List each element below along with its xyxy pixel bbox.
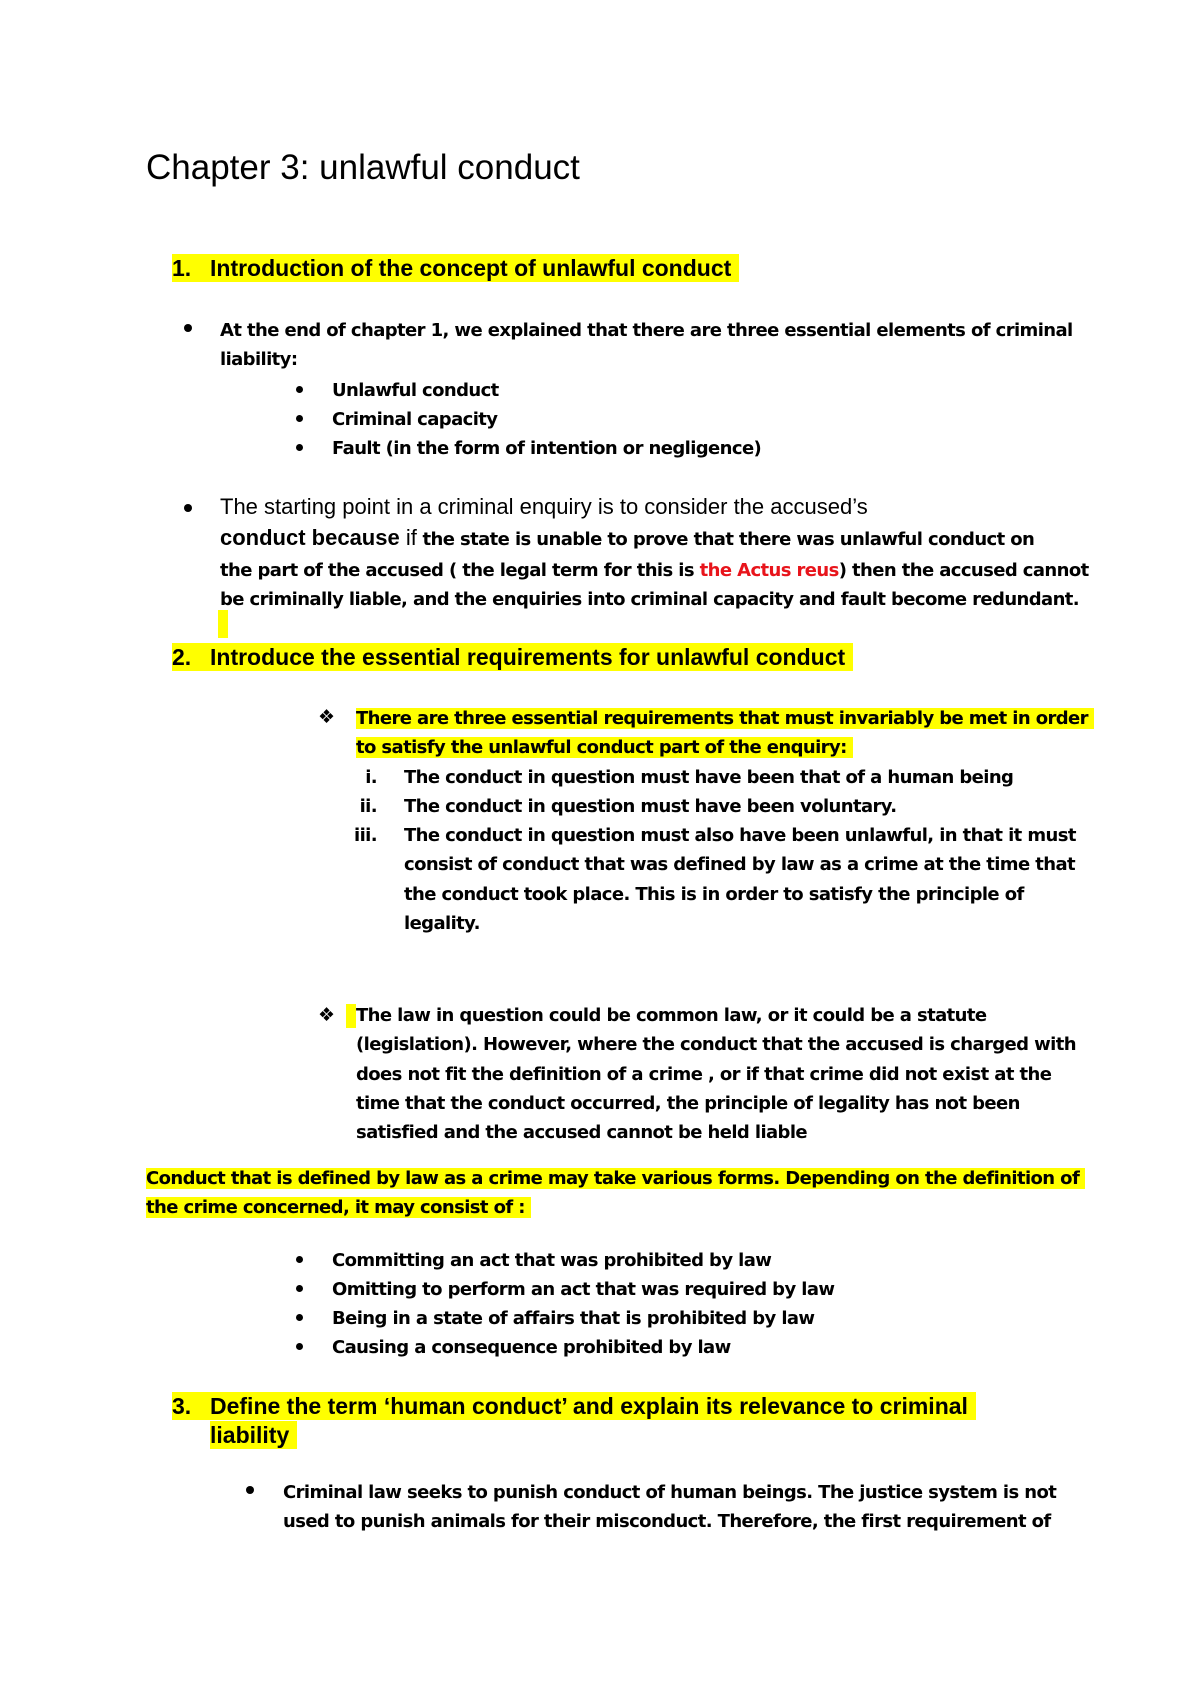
forms-line1: Conduct that is defined by law as a crime may take various forms. Depending on the definition of <box>146 1168 1085 1189</box>
s1-p1-line2: liability: <box>220 349 298 371</box>
actus-reus-term: the Actus reus <box>699 560 839 581</box>
s2-intro <box>356 704 1094 763</box>
section-3-heading <box>172 1392 1072 1450</box>
law-line1: The law in question could be common law, or it could be a statute <box>356 1005 987 1026</box>
form-item-3: Being in a state of affairs that is prohibited by law <box>332 1308 815 1329</box>
bullet-icon <box>296 1256 303 1263</box>
law-line5: satisfied and the accused cannot be held liable <box>356 1122 808 1144</box>
diamond-bullet-icon: ❖ <box>318 707 336 728</box>
bullet-icon <box>184 324 192 332</box>
requirement-3-line4: legality. <box>404 912 480 934</box>
s1-p1-line1: At the end of chapter 1, we explained that there are three essential elements of criminal <box>220 320 1073 341</box>
requirement-3-line2: consist of conduct that was defined by law as a crime at the time that <box>404 854 1076 876</box>
section-1-number: 1. <box>172 255 192 281</box>
section-1-heading <box>172 254 739 283</box>
requirement-2-numeral: ii. <box>359 796 377 817</box>
s1-p2-line2b: the state is unable to prove that there was unlawful conduct on <box>416 529 1035 550</box>
s3-line1: Criminal law seeks to punish conduct of human beings. The justice system is not <box>283 1482 1057 1503</box>
law-paragraph <box>356 1001 1076 1147</box>
law-line2: (legislation). However, where the conduct that the accused is charged with <box>356 1034 1076 1056</box>
s1-p2-line3b: ) then the accused cannot <box>838 560 1089 581</box>
requirement-3-text <box>404 821 1076 938</box>
bullet-icon <box>246 1486 254 1494</box>
s2-intro-line1: There are three essential requirements that must invariably be met in order <box>356 708 1094 729</box>
s1-paragraph-1 <box>220 316 1073 375</box>
bullet-icon <box>296 444 303 451</box>
s1-p2-line1: The starting point in a criminal enquiry is to consider the accused’s <box>220 494 868 519</box>
law-line4: time that the conduct occurred, the principle of legality has not been <box>356 1092 1020 1114</box>
requirement-3-line1: The conduct in question must also have been unlawful, in that it must <box>404 825 1076 846</box>
requirement-1-text: The conduct in question must have been that of a human being <box>404 767 1014 788</box>
section-2-heading <box>172 643 853 672</box>
s1-p2-if: if <box>405 525 417 550</box>
s1-p2-line4: be criminally liable, and the enquiries into criminal capacity and fault become redundant. <box>220 589 1080 611</box>
requirement-2-text: The conduct in question must have been voluntary. <box>404 796 897 817</box>
element-item-2: Criminal capacity <box>332 409 498 430</box>
element-item-1: Unlawful conduct <box>332 380 499 401</box>
s1-paragraph-2 <box>220 492 1120 615</box>
section-3-number: 3. <box>172 1393 192 1419</box>
bullet-icon <box>296 1343 303 1350</box>
form-item-4: Causing a consequence prohibited by law <box>332 1337 731 1358</box>
bullet-icon <box>296 415 303 422</box>
page-title: Chapter 3: unlawful conduct <box>146 148 580 187</box>
element-item-3: Fault (in the form of intention or negligence) <box>332 438 762 459</box>
section-3-title-line1: Define the term ‘human conduct’ and explain its relevance to criminal <box>210 1393 968 1419</box>
requirement-3-line3: the conduct took place. This is in order to satisfy the principle of <box>404 883 1024 905</box>
form-item-2: Omitting to perform an act that was required by law <box>332 1279 835 1300</box>
s1-p2-line3a: the part of the accused ( the legal term for this is <box>220 560 700 581</box>
s2-intro-line2: to satisfy the unlawful conduct part of the enquiry: <box>356 737 853 758</box>
section-1-title: Introduction of the concept of unlawful conduct <box>210 255 732 281</box>
section-3-title-line2: liability <box>210 1421 297 1449</box>
s3-line2: used to punish animals for their misconduct. Therefore, the first requirement of <box>283 1511 1051 1533</box>
s1-p2-line2a: conduct because <box>220 525 406 550</box>
highlight-marker <box>346 1004 356 1028</box>
diamond-bullet-icon: ❖ <box>318 1005 336 1026</box>
bullet-icon <box>296 1285 303 1292</box>
requirement-1-numeral: i. <box>365 767 377 788</box>
highlight-marker <box>218 610 228 638</box>
requirement-3-numeral: iii. <box>354 825 377 846</box>
forms-paragraph <box>146 1164 1085 1223</box>
section-2-number: 2. <box>172 644 192 670</box>
form-item-1: Committing an act that was prohibited by law <box>332 1250 772 1271</box>
bullet-icon <box>296 1314 303 1321</box>
bullet-icon <box>296 386 303 393</box>
forms-line2: the crime concerned, it may consist of : <box>146 1197 531 1218</box>
section-2-title: Introduce the essential requirements for unlawful conduct <box>210 644 846 670</box>
s3-paragraph <box>283 1478 1056 1537</box>
law-line3: does not fit the definition of a crime , or if that crime did not exist at the <box>356 1063 1052 1085</box>
bullet-icon <box>184 504 192 512</box>
